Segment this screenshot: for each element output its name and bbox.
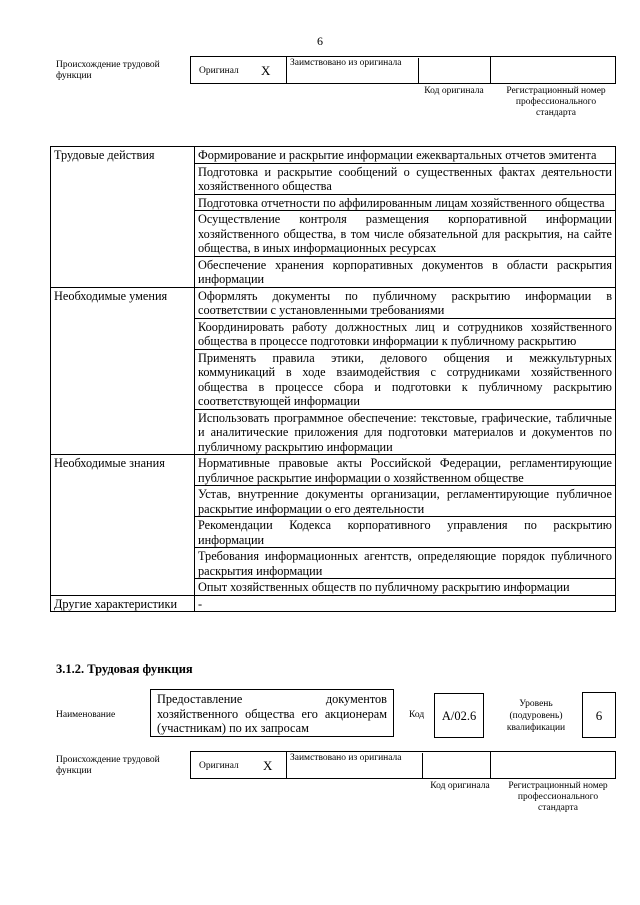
row-label: Необходимые умения	[51, 287, 195, 455]
borrowed-label: Заимствовано из оригинала	[290, 753, 402, 763]
code-value: A/02.6	[441, 709, 477, 723]
origin-table	[190, 56, 616, 84]
table-cell: Применять правила этики, делового общения и межкультурных коммуникаций в ходе взаимодействия с сотрудниками хозяйственного общества в процессе сбора и подготовки к публичному раскрытию соответствующей информации	[195, 349, 616, 409]
table-cell: Нормативные правовые акты Российской Федерации, регламентирующие публичное раскрытие информации о хозяйственном обществе	[195, 455, 616, 486]
section-heading: 3.1.2. Трудовая функция	[56, 662, 193, 676]
table-cell: Координировать работу должностных лиц и сотрудников хозяйственного общества в процессе подготовки информации к публичному раскрытию	[195, 318, 616, 349]
reg-number-caption-2: Регистрационный номер профессионального стандарта	[508, 781, 608, 813]
original-label: Оригинал	[199, 761, 239, 771]
table-cell: Рекомендации Кодекса корпоративного управления по раскрытию информации	[195, 517, 616, 548]
table-cell: Оформлять документы по публичному раскрытию информации в соответствии с установленными требованиями	[195, 287, 616, 318]
table-cell: Использовать программное обеспечение: текстовые, графические, табличные и аналитические приложения для подготовки материалов и документов по публичному раскрытию информации	[195, 409, 616, 455]
code-box	[434, 693, 484, 738]
table-cell: Подготовка и раскрытие сообщений о существенных фактах деятельности хозяйственного общества	[195, 163, 616, 194]
level-value: 6	[595, 708, 603, 723]
level-box	[582, 692, 616, 738]
row-label: Необходимые знания	[51, 455, 195, 596]
original-cell	[191, 57, 287, 83]
table-cell: Требования информационных агентств, определяющие порядок публичного раскрытия информации	[195, 548, 616, 579]
row-label: Другие характеристики	[51, 595, 195, 612]
borrowed-cell	[287, 753, 423, 779]
table-cell: Обеспечение хранения корпоративных документов в области раскрытия информации	[195, 256, 616, 287]
origin-table-2	[190, 751, 616, 779]
table-cell: Формирование и раскрытие информации ежеквартальных отчетов эмитента	[195, 147, 616, 164]
code-original-cell	[423, 752, 491, 778]
borrowed-cell	[287, 58, 419, 84]
table-cell: Устав, внутренние документы организации, регламентирующие публичное раскрытие информации о его деятельности	[195, 486, 616, 517]
page-number: 6	[317, 34, 323, 48]
function-name: Предоставление документов хозяйственного общества его акционерам (участникам) по их запросам	[157, 692, 387, 735]
function-name-box	[150, 689, 394, 737]
table-cell: Опыт хозяйственных обществ по публичному раскрытию информации	[195, 579, 616, 596]
origin-label-2: Происхождение трудовой функции	[56, 755, 160, 776]
table-row	[51, 455, 616, 486]
borrowed-label: Заимствовано из оригинала	[290, 58, 402, 68]
original-mark: X	[261, 63, 271, 78]
original-label: Оригинал	[199, 66, 239, 76]
code-original-caption: Код оригинала	[424, 86, 484, 96]
code-label: Код	[409, 710, 425, 720]
table-row	[51, 147, 616, 164]
code-original-caption-2: Код оригинала	[430, 781, 490, 791]
table-row	[51, 287, 616, 318]
reg-number-caption: Регистрационный номер профессионального стандарта	[506, 86, 606, 118]
original-mark: X	[263, 758, 273, 773]
table-cell: Осуществление контроля размещения корпоративной информации хозяйственного общества, в том числе обязательной для раскрытия, на сайте общества, в иных информационных ресурсах	[195, 211, 616, 257]
function-table	[50, 146, 616, 612]
table-cell: -	[195, 595, 616, 612]
code-original-cell	[419, 57, 491, 83]
table-row	[51, 595, 616, 612]
original-cell	[191, 752, 287, 778]
name-label: Наименование	[56, 710, 116, 720]
origin-label: Происхождение трудовой функции	[56, 60, 160, 81]
row-label: Трудовые действия	[51, 147, 195, 288]
level-label: Уровень (подуровень) квалификации	[506, 699, 566, 733]
table-cell: Подготовка отчетности по аффилированным лицам хозяйственного общества	[195, 194, 616, 211]
